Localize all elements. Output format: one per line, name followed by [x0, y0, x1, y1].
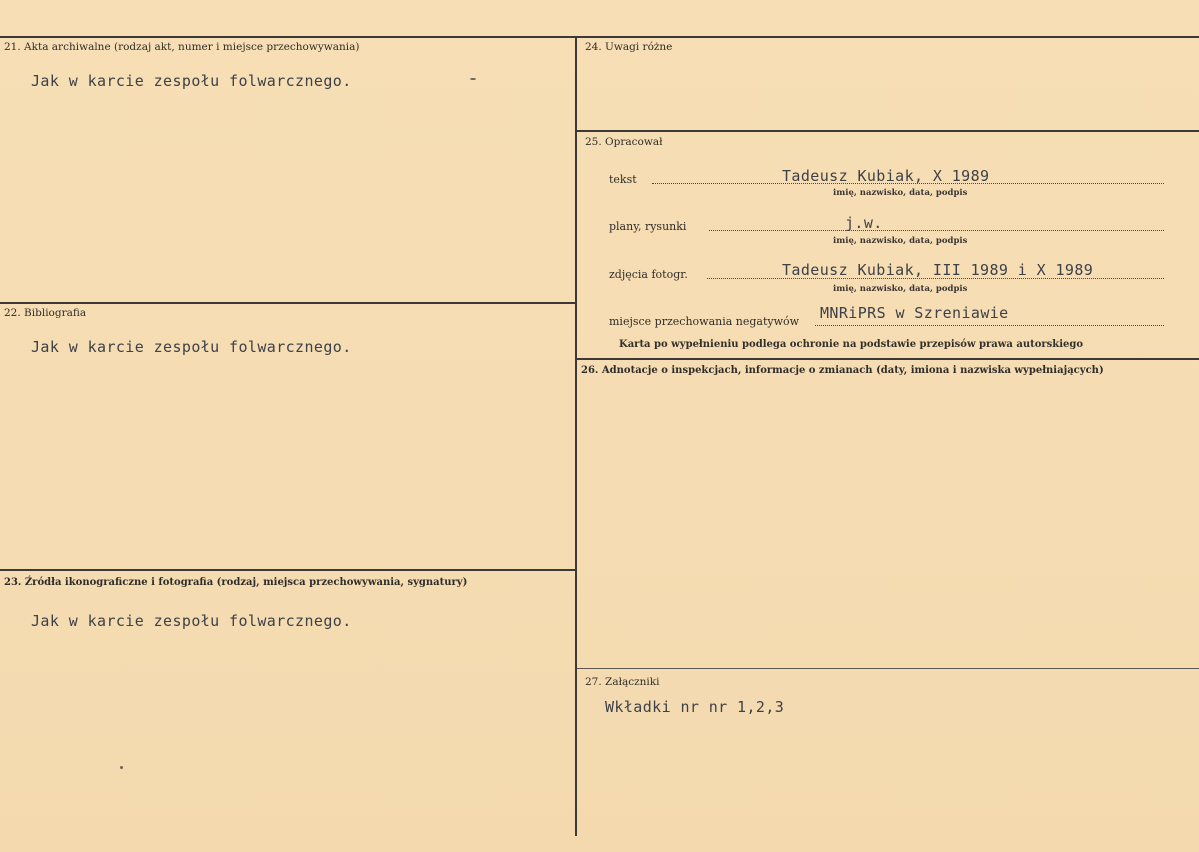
field-caption: imię, nazwisko, data, podpis	[833, 236, 968, 246]
dotted-line	[709, 230, 1164, 231]
field-value-negatywy: MNRiPRS w Szreniawie	[820, 304, 1009, 322]
section-24-label: 24. Uwagi różne	[585, 41, 673, 53]
center-divider	[575, 36, 577, 836]
ink-speck	[470, 78, 476, 80]
divider-22-23	[0, 569, 577, 571]
section-25-label: 25. Opracował	[585, 136, 663, 148]
field-label-negatywy: miejsce przechowania negatywów	[609, 315, 800, 328]
field-label-tekst: tekst	[609, 173, 637, 186]
top-rule	[0, 36, 1199, 38]
section-27-value: Wkładki nr nr 1,2,3	[605, 698, 785, 716]
field-label-plany: plany, rysunki	[609, 220, 687, 233]
field-label-zdjecia: zdjęcia fotogr.	[609, 268, 688, 281]
section-26-label: 26. Adnotacje o inspekcjach, informacje o zmianach (daty, imiona i nazwiska wypełniających)	[581, 365, 1104, 376]
divider-24-25	[577, 130, 1199, 132]
field-caption: imię, nazwisko, data, podpis	[833, 188, 968, 198]
section-22-label: 22. Bibliografia	[4, 307, 87, 319]
field-value-plany: j.w.	[845, 214, 883, 232]
section-23-label: 23. Źródła ikonograficzne i fotografia (rodzaj, miejsca przechowywania, sygnatury)	[4, 577, 468, 588]
section-27-label: 27. Załączniki	[585, 676, 660, 688]
divider-25-26	[577, 358, 1199, 360]
copyright-note: Karta po wypełnieniu podlega ochronie na podstawie przepisów prawa autorskiego	[619, 339, 1084, 350]
field-value-tekst: Tadeusz Kubiak, X 1989	[782, 167, 990, 185]
section-22-value: Jak w karcie zespołu folwarcznego.	[31, 338, 352, 356]
ink-speck	[120, 766, 123, 769]
section-21-value: Jak w karcie zespołu folwarcznego.	[31, 72, 352, 90]
section-23-value: Jak w karcie zespołu folwarcznego.	[31, 612, 352, 630]
dotted-line	[815, 325, 1164, 326]
divider-26-27	[577, 668, 1199, 669]
section-21-label: 21. Akta archiwalne (rodzaj akt, numer i miejsce przechowywania)	[4, 41, 360, 53]
field-caption: imię, nazwisko, data, podpis	[833, 284, 968, 294]
divider-21-22	[0, 302, 577, 304]
field-value-zdjecia: Tadeusz Kubiak, III 1989 i X 1989	[782, 261, 1094, 279]
